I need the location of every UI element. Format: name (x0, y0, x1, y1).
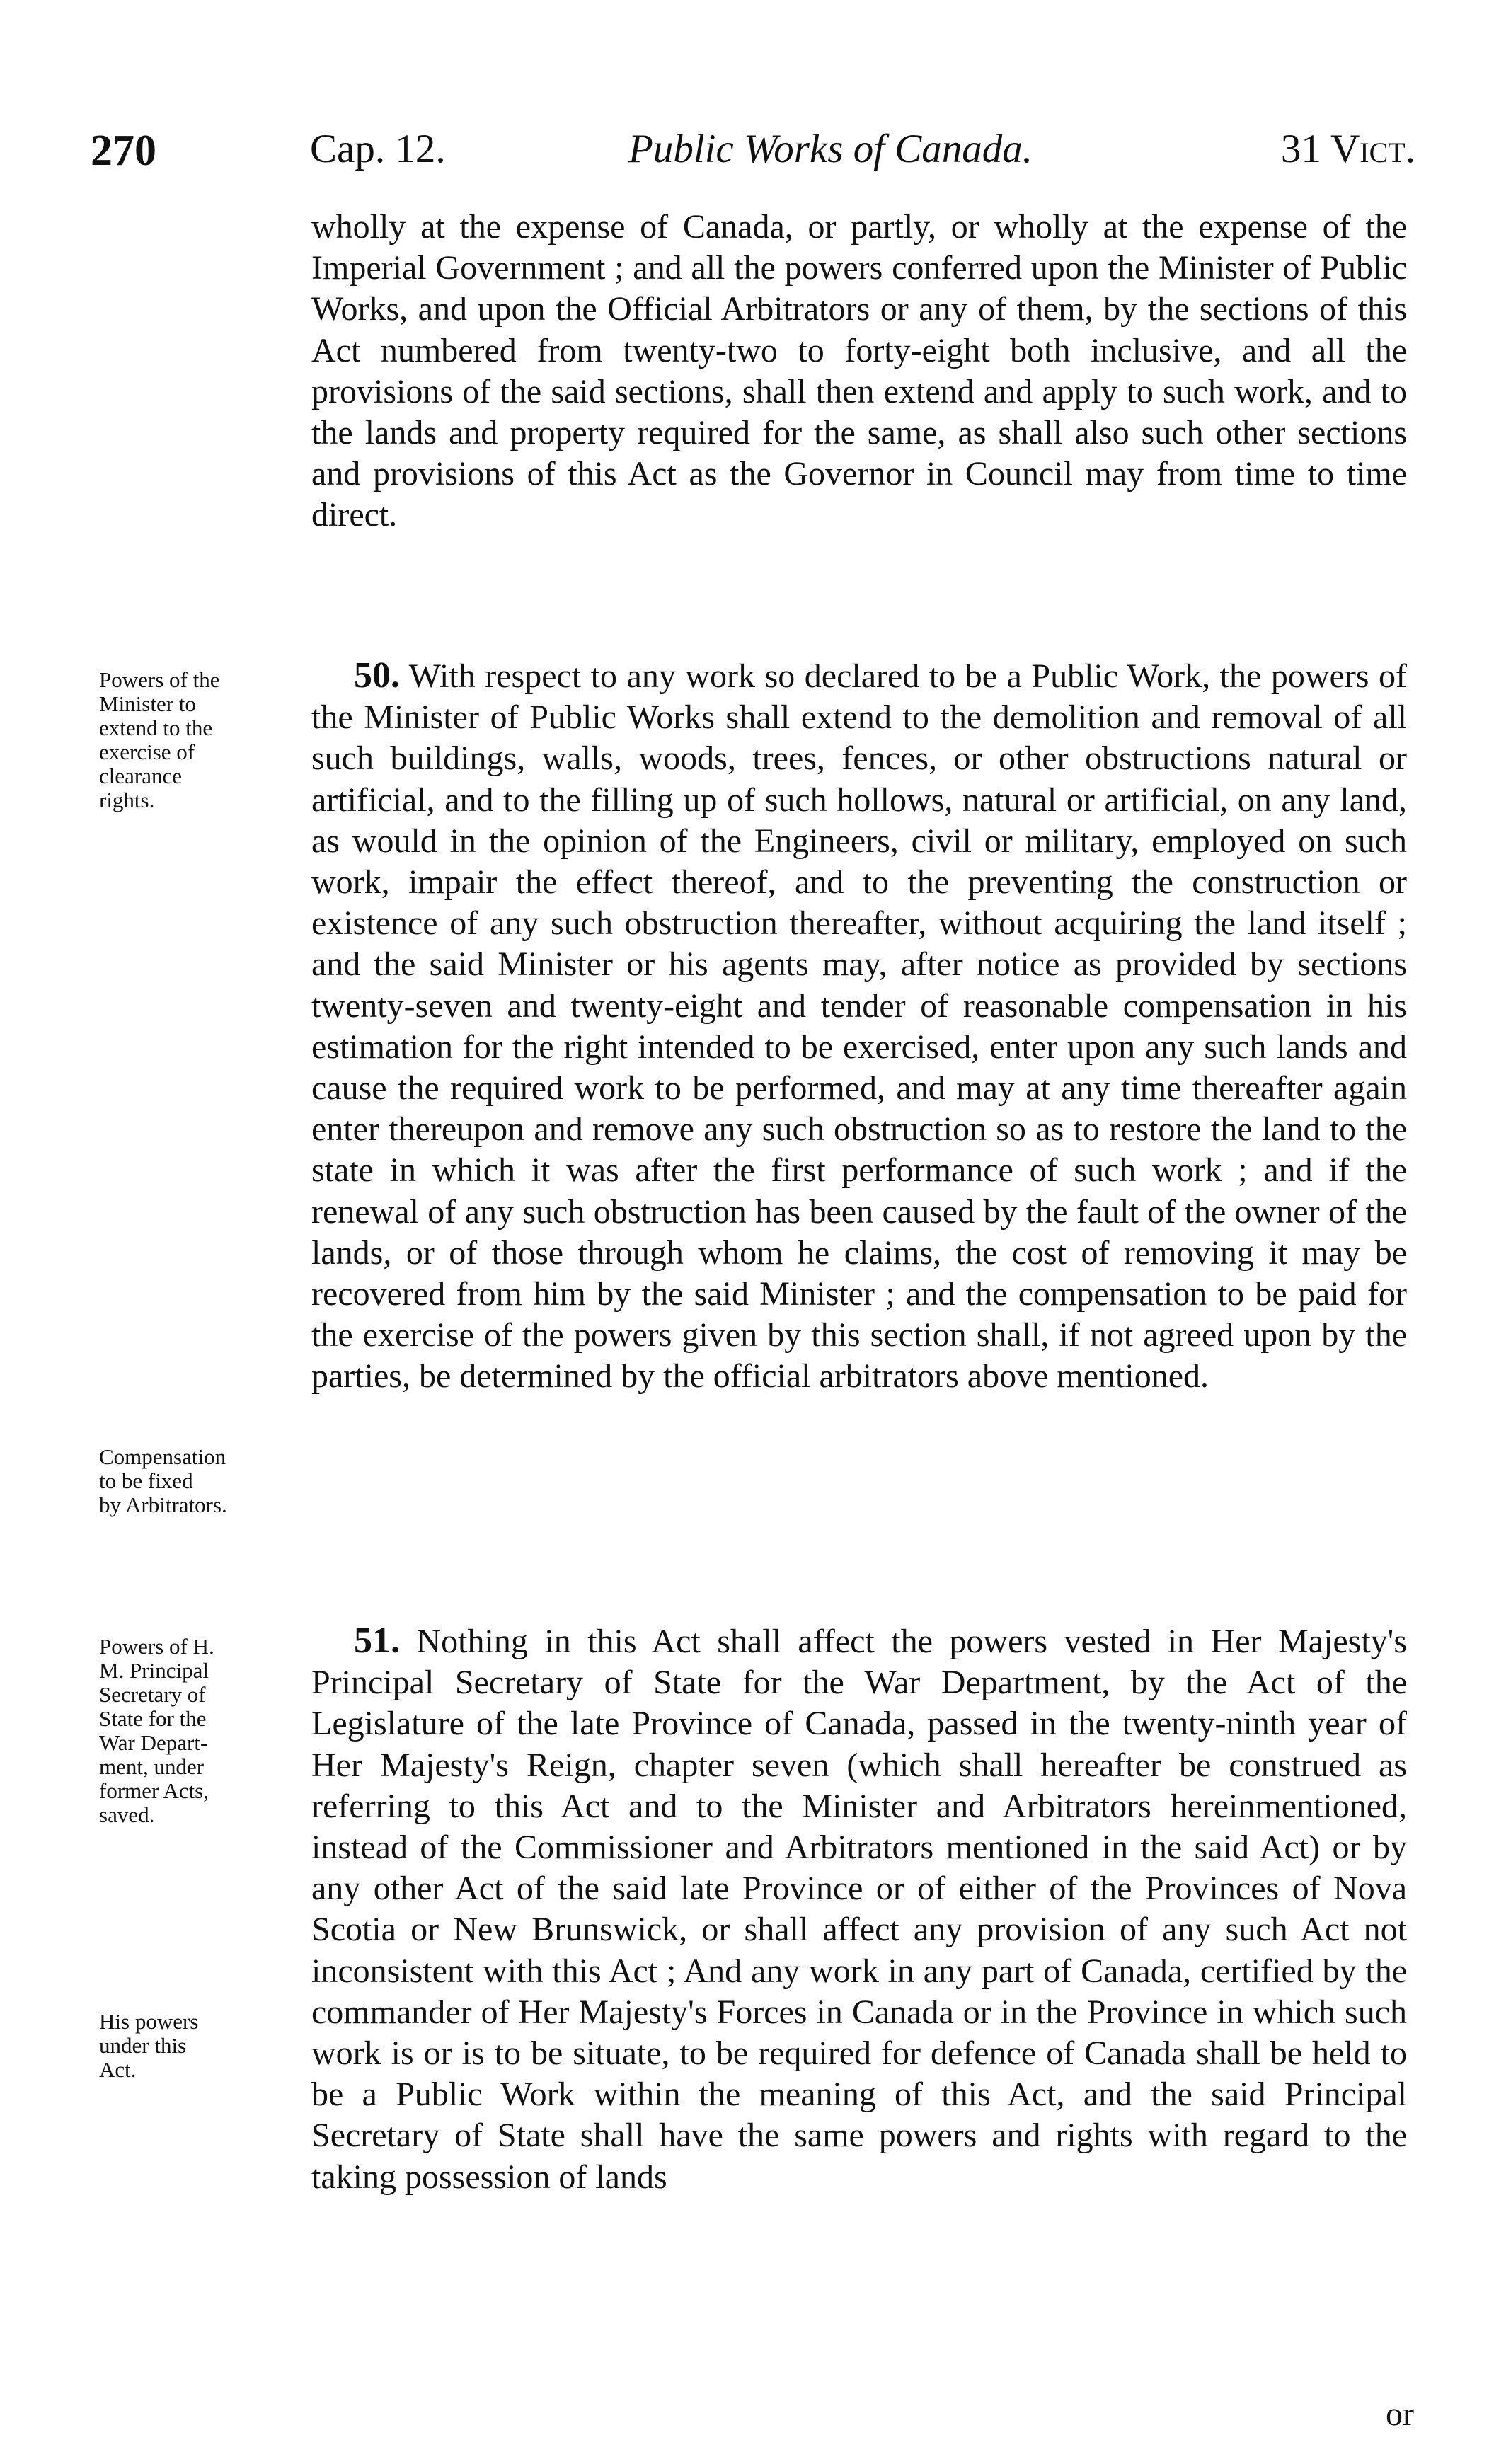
note-line: to be fixed (99, 1468, 193, 1493)
section-number: 51. (354, 1620, 400, 1661)
section-50 (311, 655, 1407, 1398)
note-line: saved. (99, 1802, 155, 1827)
note-line: under this (99, 2033, 187, 2058)
note-line: M. Principal (99, 1658, 209, 1683)
section-51 (311, 1620, 1407, 2198)
note-line: Act. (99, 2057, 137, 2082)
note-line: clearance (99, 764, 182, 788)
note-line: rights. (99, 788, 155, 812)
note-line: Powers of H. (99, 1634, 214, 1659)
continuation-paragraph (311, 207, 1407, 536)
note-line: former Acts, (99, 1778, 209, 1803)
note-line: extend to the (99, 715, 213, 740)
section-text: With respect to any work so declared to be a Public Work, the powers of the Minister of Public Works shall extend to the demolition and removal of all such buildings, walls, woods, trees, fences, or other obstructions natural or artificial, and to the filling up of such hollows, natural or artificial, on any land, as would in the opinion of the Engineers, civil or military, employed on such work, impair the effect thereof, and to the preventing the construction or existence of any such obstruction thereafter, without acquiring the land itself ; and the said Minister or his agents may, after notice as provided by sections twenty-seven and twenty-eight and tender of reasonable compensation in his estimation for the right intended to be exercised, enter upon any such lands and cause the required work to be performed, and may at any time thereafter again enter thereupon and remove any such obstruction so as to restore the land to the state in which it was after the first performance of such work ; and if the renewal of any such obstruction has been caused by the fault of the owner of the lands, or of those through whom he claims, the cost of removing it may be recovered from him by the said Minister ; and the compensation to be paid for the exercise of the powers given by this section shall, if not agreed upon by the parties, be determined by the official arbitrators above mentioned. (311, 657, 1407, 1395)
regnal-year: 31 Vict. (1280, 127, 1415, 171)
note-line: War Depart- (99, 1730, 208, 1755)
note-line: ment, under (99, 1754, 205, 1779)
page-number: 270 (91, 127, 156, 175)
chapter-label: Cap. 12. (310, 127, 446, 171)
section-number: 50. (354, 655, 400, 696)
continuation-text: wholly at the expense of Canada, or partly, or wholly at the expense of the Imperial Government ; and all the powers conferred upon the Minister of Public Works, and upon the Official Arbitrators or any of them, by the sections of this Act numbered from twenty-two to forty-eight both inclusive, and all the provisions of the said sections, shall then extend and apply to such work, and to the lands and property required for the same, as shall also such other sections and provisions of this Act as the Governor in Council may from time to time direct. (311, 208, 1407, 534)
section-text: Nothing in this Act shall affect the powers vested in Her Majesty's Principal Secretary of State for the War Department, by the Act of the Legislature of the late Province of Canada, passed in the twenty-ninth year of Her Majesty's Reign, chapter seven (which shall hereafter be construed as referring to this Act and to the Minister and Arbitrators hereinmentioned, instead of the Commissioner and Arbitrators mentioned in the said Act) or by any other Act of the said late Province or of either of the Provinces of Nova Scotia or New Brunswick, or shall affect any provision of any such Act not inconsistent with this Act ; And any work in any part of Canada, certified by the commander of Her Majesty's Forces in Canada or in the Province in which such work is or is to be situate, to be required for defence of Canada shall be held to be a Public Work within the meaning of this Act, and the said Principal Secretary of State shall have the same powers and rights with regard to the taking possession of lands (311, 1623, 1408, 2196)
note-line: exercise of (99, 739, 195, 764)
note-line: Powers of the (99, 667, 220, 692)
running-header (91, 126, 1415, 183)
marginal-note-his-powers (99, 2010, 283, 2082)
marginal-note-war-department (99, 1635, 283, 1827)
marginal-note-clearance-powers (99, 668, 283, 812)
note-line: Secretary of (99, 1682, 206, 1707)
marginal-note-compensation (99, 1445, 283, 1517)
note-line: by Arbitrators. (99, 1492, 227, 1517)
note-line: His powers (99, 2009, 199, 2034)
catchword: or (1386, 2395, 1414, 2433)
note-line: Minister to (99, 691, 196, 716)
running-title: Public Works of Canada. (628, 127, 1033, 171)
note-line: State for the (99, 1706, 207, 1731)
note-line: Compensation (99, 1444, 226, 1469)
